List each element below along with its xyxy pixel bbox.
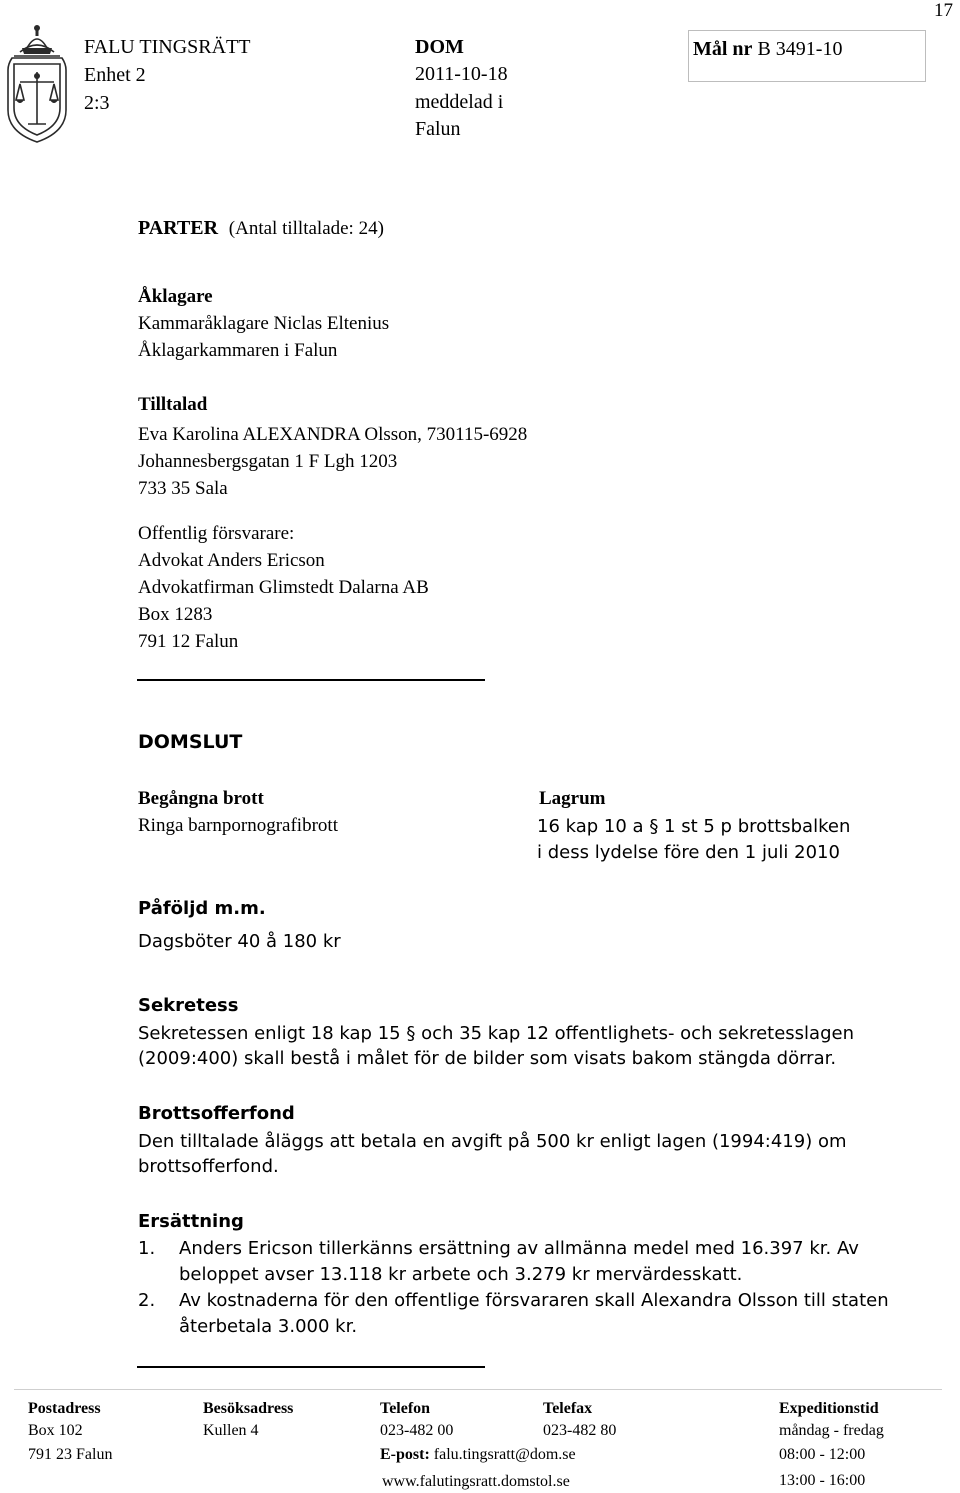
secrecy-line-1: [138, 1021, 854, 1046]
page-number: 17: [934, 0, 953, 21]
defender-city: 791 12 Falun: [138, 631, 239, 652]
compensation-item-line: Av kostnaderna för den offentlige försvararen skall Alexandra Olsson till staten: [179, 1290, 889, 1311]
court-name: FALU TINGSRÄTT: [84, 36, 251, 58]
secrecy-text-b: och 35 kap 12 offentlighets- och sekretesslagen: [421, 1023, 854, 1044]
court-emblem-icon: [2, 24, 72, 146]
law-paragraph: 1 st 5 p brottsbalken: [664, 816, 851, 837]
defendant-street: Johannesbergsgatan 1 F Lgh 1203: [138, 451, 398, 472]
section-divider: [137, 679, 485, 681]
document-date: 2011-10-18: [415, 63, 508, 85]
defendant-name: Eva Karolina ALEXANDRA Olsson, 730115-6928: [138, 424, 528, 445]
footer-hours-days: måndag - fredag: [779, 1422, 884, 1439]
secrecy-line-2: (2009:400) skall bestå i målet för de bilder som visats bakom stängda dörrar.: [138, 1048, 837, 1069]
document-type: DOM: [415, 36, 464, 58]
law-heading: Lagrum: [539, 788, 606, 809]
prosecutor-office: Åklagarkammaren i Falun: [138, 340, 338, 361]
footer-email[interactable]: falu.tingsratt@dom.se: [433, 1446, 576, 1463]
section-symbol: §: [406, 1023, 416, 1044]
sanction-heading: Påföljd m.m.: [138, 898, 266, 919]
footer-visit-label: Besöksadress: [203, 1400, 294, 1417]
secrecy-heading: Sekretess: [138, 995, 239, 1016]
court-unit: Enhet 2: [84, 64, 146, 86]
sanction-text: Dagsböter 40 å 180 kr: [138, 931, 341, 952]
case-number: B 3491-10: [757, 38, 843, 60]
footer-fax: 023-482 80: [543, 1422, 617, 1439]
fund-heading: Brottsofferfond: [138, 1103, 295, 1124]
compensation-heading: Ersättning: [138, 1211, 244, 1232]
law-chapter: 16 kap 10 a: [537, 816, 644, 837]
delivered-place: Falun: [415, 118, 461, 140]
compensation-item-line: beloppet avser 13.118 kr arbete och 3.279 kr mervärdesskatt.: [179, 1264, 743, 1285]
footer-phone-label: Telefon: [380, 1400, 431, 1417]
law-line-2: i dess lydelse före den 1 juli 2010: [537, 842, 840, 863]
fund-line-2: brottsofferfond.: [138, 1156, 279, 1177]
law-line-1: [537, 814, 850, 839]
judgment-heading: DOMSLUT: [138, 731, 243, 753]
footer-visit-address: Kullen 4: [203, 1422, 259, 1439]
footer-fax-label: Telefax: [543, 1400, 593, 1417]
parties-count: (Antal tilltalade: 24): [228, 218, 384, 239]
secrecy-text-a: Sekretessen enligt 18 kap 15: [138, 1023, 401, 1044]
section-symbol: §: [649, 816, 659, 837]
crime-name: Ringa barnpornografibrott: [138, 815, 338, 836]
compensation-item-line: återbetala 3.000 kr.: [179, 1316, 358, 1337]
prosecutor-name: Kammaråklagare Niclas Eltenius: [138, 313, 390, 334]
compensation-item-line: Anders Ericson tillerkänns ersättning av allmänna medel med 16.397 kr. Av: [179, 1238, 859, 1259]
footer-phone: 023-482 00: [380, 1422, 454, 1439]
section-divider: [137, 1366, 485, 1368]
case-number-label: Mål nr: [693, 38, 753, 60]
footer-email-row: [380, 1444, 576, 1466]
footer-postal-city: 791 23 Falun: [28, 1446, 113, 1463]
footer-email-label: E-post:: [380, 1446, 430, 1463]
defender-name: Advokat Anders Ericson: [138, 550, 325, 571]
case-number-box: [688, 30, 926, 82]
defendant-city: 733 35 Sala: [138, 478, 228, 499]
defender-box: Box 1283: [138, 604, 213, 625]
defender-label: Offentlig försvarare:: [138, 523, 295, 544]
fund-line-1: Den tilltalade åläggs att betala en avgift på 500 kr enligt lagen (1994:419) om: [138, 1131, 847, 1152]
delivered-label: meddelad i: [415, 91, 504, 113]
defender-firm: Advokatfirman Glimstedt Dalarna AB: [138, 577, 429, 598]
footer-hours-afternoon: 13:00 - 16:00: [779, 1472, 866, 1489]
footer-postal-box: Box 102: [28, 1422, 83, 1439]
court-room: 2:3: [84, 92, 110, 114]
footer-website[interactable]: www.falutingsratt.domstol.se: [382, 1473, 570, 1490]
footer-divider: [14, 1389, 942, 1390]
compensation-item-number: 2.: [138, 1290, 156, 1311]
parties-heading: PARTER: [138, 217, 219, 239]
footer-hours-morning: 08:00 - 12:00: [779, 1446, 866, 1463]
defendant-heading: Tilltalad: [138, 394, 208, 415]
compensation-item-number: 1.: [138, 1238, 156, 1259]
prosecutor-heading: Åklagare: [138, 286, 213, 307]
parties-heading-row: [138, 215, 384, 242]
footer-postal-label: Postadress: [28, 1400, 101, 1417]
footer-hours-label: Expeditionstid: [779, 1400, 879, 1417]
crimes-heading: Begångna brott: [138, 788, 264, 809]
